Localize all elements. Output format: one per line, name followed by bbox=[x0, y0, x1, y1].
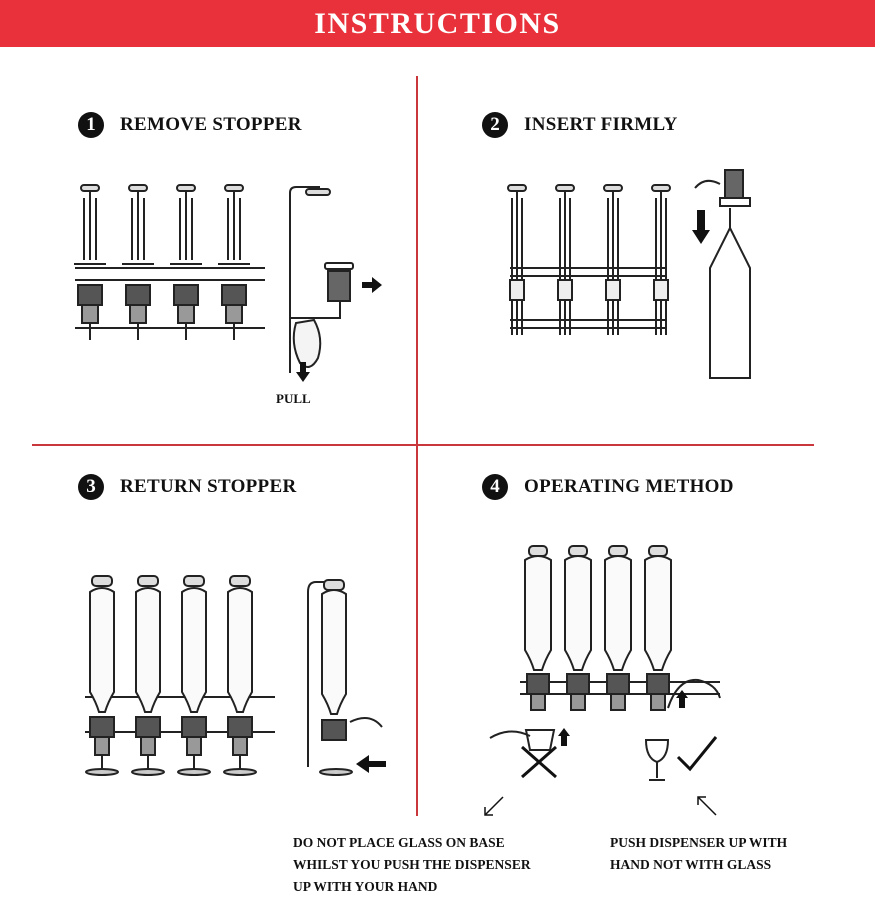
step-4-header bbox=[482, 474, 734, 500]
step-2-number: 2 bbox=[482, 112, 508, 138]
right-arrow-icon bbox=[362, 277, 382, 293]
down-arrow-icon bbox=[296, 362, 310, 382]
pull-label: PULL bbox=[276, 391, 311, 406]
right-method-caption: PUSH DISPENSER UP WITH HAND NOT WITH GLASS bbox=[610, 835, 788, 872]
step-3-title: RETURN STOPPER bbox=[120, 476, 297, 497]
wrong-method-caption: DO NOT PLACE GLASS ON BASE WHILST YOU PUSH THE DISPENSER UP WITH YOUR HAND bbox=[293, 835, 531, 894]
step-1-rack-illustration bbox=[70, 180, 270, 345]
banner-title: INSTRUCTIONS bbox=[314, 6, 561, 40]
cross-icon bbox=[520, 745, 558, 779]
step-3-rack-illustration bbox=[80, 572, 280, 787]
vertical-divider bbox=[416, 76, 418, 816]
step-4-number: 4 bbox=[482, 474, 508, 500]
check-icon bbox=[676, 735, 718, 773]
step-4-title: OPERATING METHOD bbox=[524, 476, 734, 497]
step-4-hand-illustration bbox=[664, 668, 724, 718]
step-2-title: INSERT FIRMLY bbox=[524, 114, 678, 135]
step-3-number: 3 bbox=[78, 474, 104, 500]
step-1-number: 1 bbox=[78, 112, 104, 138]
left-arrow-icon bbox=[356, 755, 386, 773]
instructions-banner bbox=[0, 0, 875, 47]
step-1-header bbox=[78, 112, 302, 138]
step-2-rack-illustration bbox=[500, 180, 675, 340]
pointer-arrow-left bbox=[483, 795, 505, 817]
pointer-arrow-right bbox=[696, 795, 718, 817]
horizontal-divider bbox=[32, 444, 814, 446]
step-2-bottle-illustration bbox=[690, 168, 770, 383]
up-arrow-icon bbox=[558, 728, 570, 746]
step-3-header bbox=[78, 474, 296, 500]
step-4-wine-glass-illustration bbox=[643, 738, 671, 784]
step-1-title: REMOVE STOPPER bbox=[120, 114, 302, 135]
step-2-header bbox=[482, 112, 678, 138]
